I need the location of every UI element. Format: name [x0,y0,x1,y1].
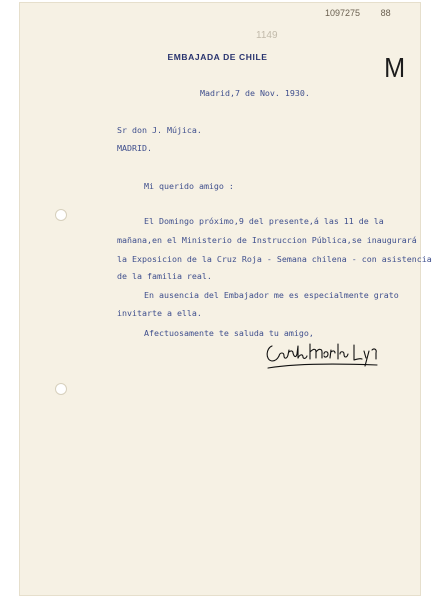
letterhead: EMBAJADA DE CHILE [167,52,268,62]
body-line-1: El Domingo próximo,9 del presente,á las 11 de la [144,216,384,226]
archive-number: 1097275 [325,8,361,18]
recipient-city: MADRID. [117,143,152,153]
pencil-note: 1149 [256,30,278,41]
handwritten-mark: M [384,52,406,83]
punch-hole-top [55,209,67,221]
body-line-2: mañana,en el Ministerio de Instruccion Pública,se inaugurará [117,235,417,245]
body-line-6: invitarte a ella. [117,308,202,318]
body-line-4: de la familia real. [117,271,212,281]
handwritten-signature [262,340,382,380]
date-line: Madrid,7 de Nov. 1930. [200,88,310,98]
body-line-3: la Exposicion de la Cruz Roja - Semana chilena - con asistencia [117,254,432,264]
recipient-name: Sr don J. Mújica. [117,125,202,135]
closing-line: Afectuosamente te saluda tu amigo, [144,328,314,338]
salutation: Mi querido amigo : [144,181,234,191]
archive-annotation [325,8,391,18]
punch-hole-bottom [55,383,67,395]
body-line-5: En ausencia del Embajador me es especialmente grato [144,290,399,300]
archive-folio: 88 [380,8,391,18]
